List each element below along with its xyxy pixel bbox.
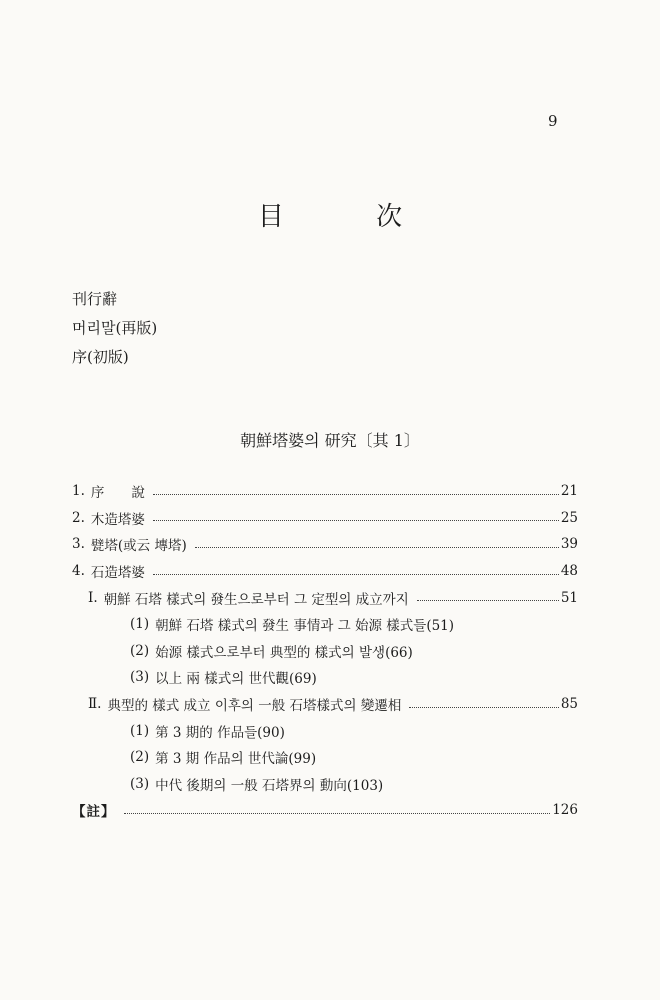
toc-row: [72, 638, 578, 665]
toc-title: 朝鮮 石塔 樣式의 發生으로부터 그 定型의 成立까지: [103, 591, 409, 608]
toc-number: 2.: [72, 509, 85, 526]
front-matter-item: 序(初版): [72, 348, 129, 366]
toc-page: 85: [560, 696, 578, 713]
front-matter-item: 刊行辭: [72, 290, 118, 308]
toc-page: 48: [560, 563, 578, 580]
toc-number: Ⅱ.: [88, 696, 102, 713]
toc-row: [72, 771, 578, 798]
toc-row: [72, 611, 578, 638]
dot-leader: [153, 520, 559, 521]
toc-number: (1): [130, 722, 150, 739]
toc-title: 石造塔婆: [90, 565, 145, 582]
toc-row: [72, 558, 578, 585]
toc-row: [72, 531, 578, 558]
toc-row: [72, 664, 578, 691]
front-matter-list: [72, 285, 157, 372]
toc-title: 典型的 樣式 成立 이후의 一般 石塔樣式의 變遷相: [107, 698, 402, 715]
toc-row: [72, 691, 578, 718]
toc-number: 1.: [72, 483, 85, 500]
front-matter-item: 머리말(再版): [72, 319, 158, 337]
toc-title: 朝鮮 石塔 樣式의 發生 事情과 그 始源 樣式들(51): [155, 618, 455, 635]
toc-row: [72, 584, 578, 611]
dot-leader: [153, 574, 559, 575]
dot-leader: [409, 707, 558, 708]
toc-number: (3): [130, 669, 150, 686]
toc-row: [72, 717, 578, 744]
toc-title: 始源 樣式으로부터 典型的 樣式의 발생(66): [155, 644, 413, 661]
toc-number: (3): [130, 775, 150, 792]
toc-number: (1): [130, 616, 150, 633]
table-of-contents: [72, 478, 578, 824]
section-heading: 朝鮮塔婆의 研究〔其 1〕: [240, 431, 420, 450]
toc-number: 4.: [72, 563, 85, 580]
toc-row: [72, 797, 578, 824]
toc-title: 甓塔(或云 塼塔): [90, 538, 187, 555]
dot-leader: [124, 813, 551, 814]
notes-label: 【註】: [72, 804, 116, 821]
dot-leader: [153, 494, 559, 495]
page-title: 目 次: [257, 202, 445, 232]
toc-page: 51: [560, 589, 578, 606]
toc-title: 序 說: [90, 485, 145, 502]
toc-row: [72, 744, 578, 771]
toc-page: 25: [560, 509, 578, 526]
toc-title: 中代 後期의 一般 石塔界의 動向(103): [155, 777, 384, 794]
toc-row: [72, 505, 578, 532]
toc-row: [72, 478, 578, 505]
toc-title: 木造塔婆: [90, 511, 145, 528]
toc-number: (2): [130, 642, 150, 659]
toc-number: Ⅰ.: [88, 589, 98, 606]
dot-leader: [417, 600, 559, 601]
toc-number: 3.: [72, 536, 85, 553]
toc-number: (2): [130, 749, 150, 766]
page-number: 9: [548, 112, 558, 130]
toc-title: 以上 兩 樣式의 世代觀(69): [155, 671, 317, 688]
toc-title: 第 3 期的 作品들(90): [155, 724, 285, 741]
toc-page: 126: [552, 802, 578, 819]
toc-page: 21: [560, 483, 578, 500]
toc-page: 39: [560, 536, 578, 553]
toc-title: 第 3 期 作品의 世代論(99): [155, 751, 317, 768]
dot-leader: [195, 547, 559, 548]
